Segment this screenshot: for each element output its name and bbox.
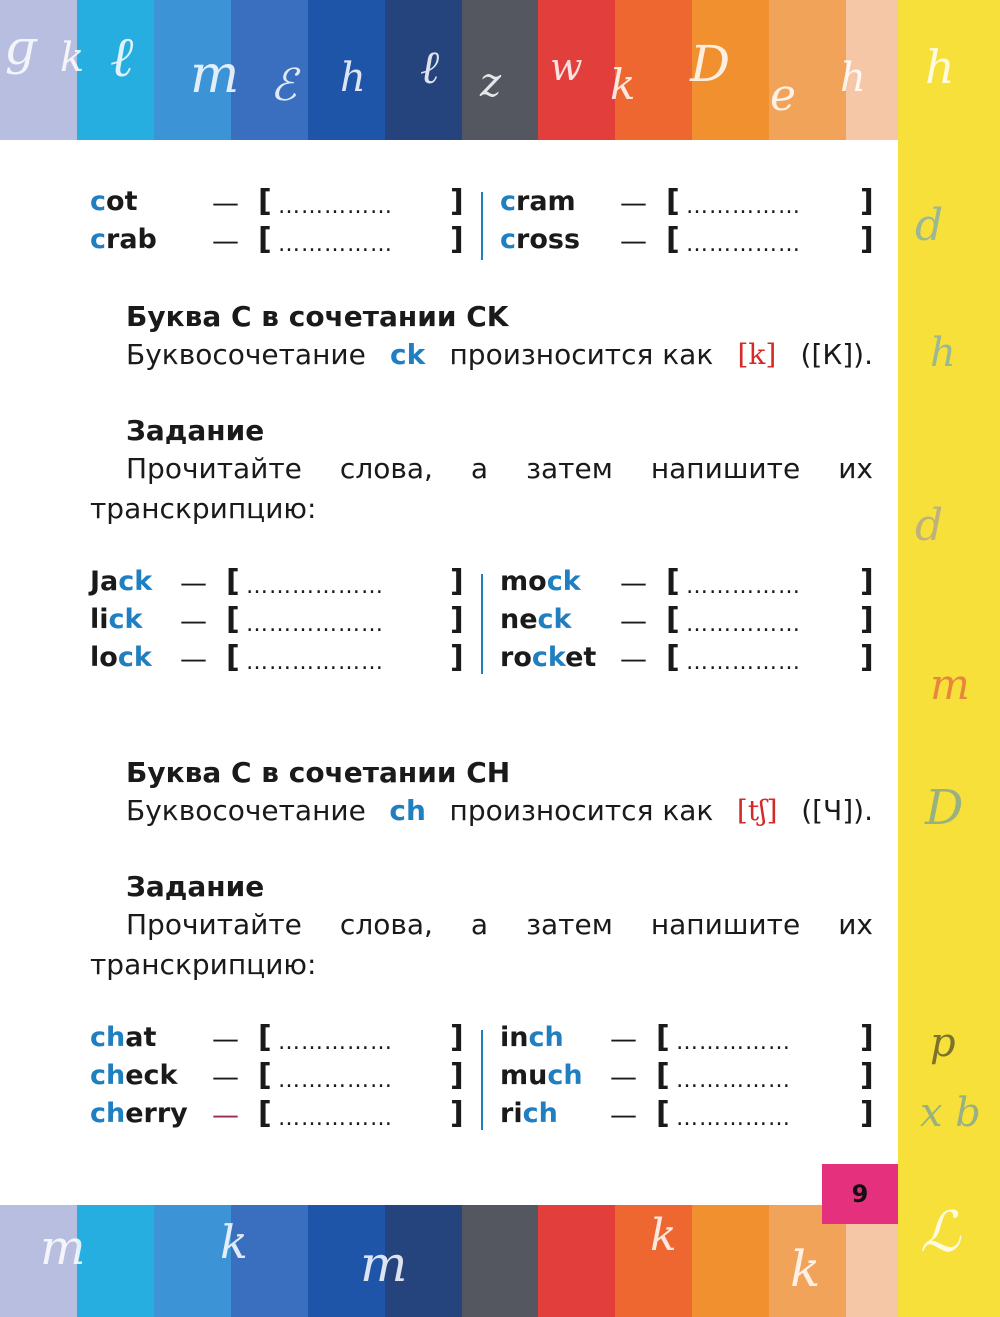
color-stripe	[77, 1205, 154, 1317]
dash: —	[620, 568, 647, 599]
open-bracket: [	[258, 1058, 272, 1093]
answer-blank[interactable]: ……………	[676, 1030, 791, 1055]
color-stripe	[231, 1205, 308, 1317]
dash: —	[212, 226, 239, 257]
answer-blank[interactable]: ……………	[686, 232, 801, 257]
color-stripe	[154, 0, 231, 140]
answer-blank[interactable]: ……………	[676, 1106, 791, 1131]
section-heading: Буква C в сочетании CK	[126, 300, 509, 333]
page-number-box	[822, 1164, 898, 1224]
word-item: rich	[500, 1098, 558, 1129]
close-bracket: ]	[450, 640, 464, 675]
column-divider	[481, 192, 483, 260]
close-bracket: ]	[860, 184, 874, 219]
open-bracket: [	[656, 1020, 670, 1055]
word-item: much	[500, 1060, 583, 1091]
color-stripe	[385, 1205, 462, 1317]
phonetic-symbol: [tʃ]	[736, 794, 778, 827]
russian-equivalent: ([К]).	[800, 338, 873, 371]
dash: —	[620, 644, 647, 675]
color-stripe	[615, 1205, 692, 1317]
dash: —	[610, 1100, 637, 1131]
open-bracket: [	[656, 1058, 670, 1093]
close-bracket: ]	[450, 564, 464, 599]
word-item: cross	[500, 224, 581, 255]
letter-combo: ck	[390, 338, 426, 371]
dash: —	[610, 1062, 637, 1093]
close-bracket: ]	[450, 1096, 464, 1131]
section-heading: Буква C в сочетании CH	[126, 756, 511, 789]
color-stripe	[769, 0, 846, 140]
word-item: neck	[500, 604, 572, 635]
answer-blank[interactable]: ………………	[246, 574, 384, 599]
answer-blank[interactable]: ………………	[246, 612, 384, 637]
dash: —	[620, 606, 647, 637]
rule-text: Буквосочетание	[126, 794, 366, 827]
answer-blank[interactable]: ……………	[278, 194, 393, 219]
close-bracket: ]	[450, 184, 464, 219]
task-instruction-cont: транскрипцию:	[90, 948, 317, 981]
word-item: cram	[500, 186, 576, 217]
dash: —	[620, 226, 647, 257]
color-stripe	[154, 1205, 231, 1317]
close-bracket: ]	[450, 1020, 464, 1055]
close-bracket: ]	[860, 222, 874, 257]
close-bracket: ]	[450, 1058, 464, 1093]
open-bracket: [	[226, 640, 240, 675]
letter-combo: ch	[389, 794, 426, 827]
task-instruction: Прочитайте слова, а затем напишите их	[126, 452, 873, 485]
color-stripe	[692, 1205, 769, 1317]
word-item: mock	[500, 566, 581, 597]
word-item: lick	[90, 604, 143, 635]
open-bracket: [	[666, 184, 680, 219]
word-item: chat	[90, 1022, 157, 1053]
word-item: check	[90, 1060, 178, 1091]
open-bracket: [	[258, 184, 272, 219]
dash: —	[610, 1024, 637, 1055]
open-bracket: [	[666, 222, 680, 257]
word-item: cherry	[90, 1098, 188, 1129]
rule-text: произносится как	[449, 794, 714, 827]
close-bracket: ]	[860, 1058, 874, 1093]
dash: —	[212, 1062, 239, 1093]
rule-line	[126, 338, 873, 371]
dash: —	[180, 644, 207, 675]
close-bracket: ]	[860, 564, 874, 599]
word-item: Jack	[90, 566, 153, 597]
color-stripe	[308, 1205, 385, 1317]
close-bracket: ]	[450, 602, 464, 637]
close-bracket: ]	[860, 602, 874, 637]
close-bracket: ]	[450, 222, 464, 257]
color-stripe	[538, 1205, 615, 1317]
color-stripe	[0, 1205, 77, 1317]
top-color-stripes	[0, 0, 1000, 140]
russian-equivalent: ([Ч]).	[801, 794, 873, 827]
column-divider	[481, 1030, 483, 1130]
color-stripe	[385, 0, 462, 140]
color-stripe	[0, 0, 77, 140]
color-stripe	[692, 0, 769, 140]
task-heading: Задание	[126, 414, 265, 447]
word-item: lock	[90, 642, 152, 673]
open-bracket: [	[258, 1096, 272, 1131]
dash: —	[212, 1024, 239, 1055]
answer-blank[interactable]: ………………	[246, 650, 384, 675]
open-bracket: [	[258, 1020, 272, 1055]
answer-blank[interactable]: ……………	[686, 574, 801, 599]
word-item: inch	[500, 1022, 564, 1053]
answer-blank[interactable]: ……………	[278, 1106, 393, 1131]
open-bracket: [	[656, 1096, 670, 1131]
task-instruction-cont: транскрипцию:	[90, 492, 317, 525]
close-bracket: ]	[860, 1096, 874, 1131]
word-item: crab	[90, 224, 157, 255]
open-bracket: [	[666, 602, 680, 637]
close-bracket: ]	[860, 640, 874, 675]
dash: —	[212, 1100, 239, 1131]
color-stripe	[538, 0, 615, 140]
word-item: rocket	[500, 642, 597, 673]
dash: —	[620, 188, 647, 219]
open-bracket: [	[666, 564, 680, 599]
answer-blank[interactable]: ……………	[686, 194, 801, 219]
page-number: 9	[851, 1180, 869, 1208]
dash: —	[212, 188, 239, 219]
color-stripe	[308, 0, 385, 140]
color-stripe	[462, 0, 539, 140]
open-bracket: [	[226, 564, 240, 599]
color-stripe	[615, 0, 692, 140]
answer-blank[interactable]: ……………	[278, 1068, 393, 1093]
answer-blank[interactable]: ……………	[278, 232, 393, 257]
answer-blank[interactable]: ……………	[278, 1030, 393, 1055]
open-bracket: [	[666, 640, 680, 675]
close-bracket: ]	[860, 1020, 874, 1055]
right-yellow-band	[898, 0, 1000, 1317]
answer-blank[interactable]: ……………	[686, 612, 801, 637]
rule-text: Буквосочетание	[126, 338, 366, 371]
answer-blank[interactable]: ……………	[686, 650, 801, 675]
color-stripe	[231, 0, 308, 140]
task-instruction: Прочитайте слова, а затем напишите их	[126, 908, 873, 941]
task-heading: Задание	[126, 870, 265, 903]
color-stripe	[462, 1205, 539, 1317]
dash: —	[180, 568, 207, 599]
dash: —	[180, 606, 207, 637]
answer-blank[interactable]: ……………	[676, 1068, 791, 1093]
rule-text: произносится как	[449, 338, 714, 371]
rule-line	[126, 794, 873, 827]
column-divider	[481, 574, 483, 674]
word-item: cot	[90, 186, 138, 217]
open-bracket: [	[226, 602, 240, 637]
open-bracket: [	[258, 222, 272, 257]
phonetic-symbol: [k]	[737, 338, 777, 371]
color-stripe	[77, 0, 154, 140]
